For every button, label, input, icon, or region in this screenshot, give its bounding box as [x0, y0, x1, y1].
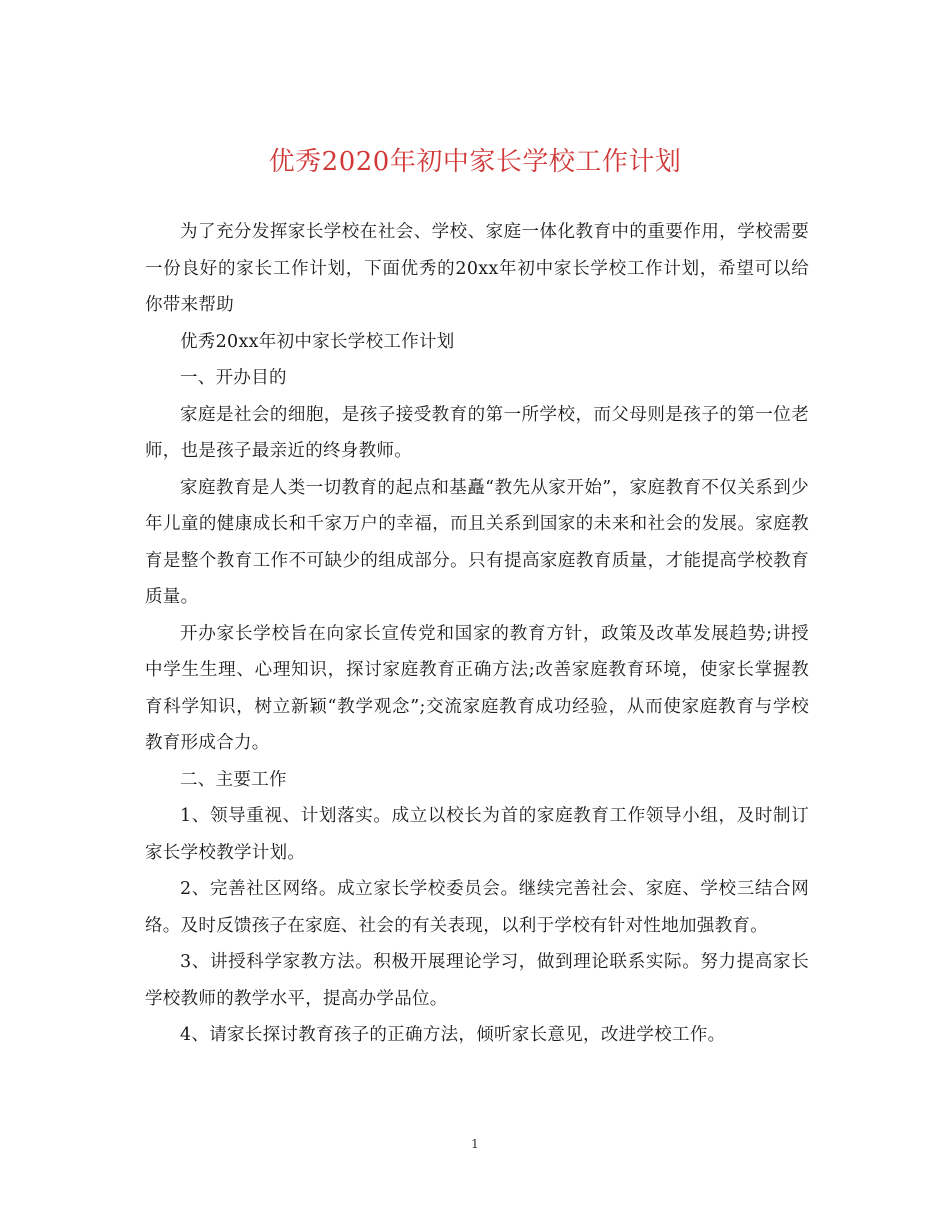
paragraph-subtitle: 优秀20xx年初中家长学校工作计划: [180, 331, 455, 352]
page-number: 1: [471, 1137, 479, 1151]
list-item: 3、讲授科学家教方法。积极开展理论学习，做到理论联系实际。努力提高家长学校教师的教学水平，提高办学品位。: [145, 952, 809, 1009]
document-body: [145, 214, 809, 1054]
paragraph: 开办家长学校旨在向家长宣传党和国家的教育方针，政策及改革发展趋势;讲授中学生生理、心理知识，探讨家庭教育正确方法;改善家庭教育环境，使家长掌握教育科学知识，树立新颖“教学观念”;交流家庭教育成功经验，从而使家庭教育与学校教育形成合力。: [145, 623, 809, 753]
document-title: 优秀2020年初中家长学校工作计划: [268, 147, 682, 177]
paragraph-intro: 为了充分发挥家长学校在社会、学校、家庭一体化教育中的重要作用，学校需要一份良好的家长工作计划，下面优秀的20xx年初中家长学校工作计划，希望可以给你带来帮助: [145, 222, 809, 315]
paragraph: 家庭是社会的细胞，是孩子接受教育的第一所学校，而父母则是孩子的第一位老师，也是孩子最亲近的终身教师。: [145, 404, 809, 461]
list-item: 1、领导重视、计划落实。成立以校长为首的家庭教育工作领导小组，及时制订家长学校教学计划。: [145, 806, 809, 863]
section-heading-purpose: 一、开办目的: [180, 368, 287, 388]
list-item: 4、请家长探讨教育孩子的正确方法，倾听家长意见，改进学校工作。: [180, 1025, 726, 1045]
list-item: 2、完善社区网络。成立家长学校委员会。继续完善社会、家庭、学校三结合网络。及时反馈孩子在家庭、社会的有关表现，以利于学校有针对性地加强教育。: [145, 879, 809, 936]
paragraph: 家庭教育是人类一切教育的起点和基矗“教先从家开始”，家庭教育不仅关系到少年儿童的健康成长和千家万户的幸福，而且关系到国家的未来和社会的发展。家庭教育是整个教育工作不可缺少的组成部分。只有提高家庭教育质量，才能提高学校教育质量。: [145, 477, 809, 607]
section-heading-main-work: 二、主要工作: [180, 769, 287, 790]
